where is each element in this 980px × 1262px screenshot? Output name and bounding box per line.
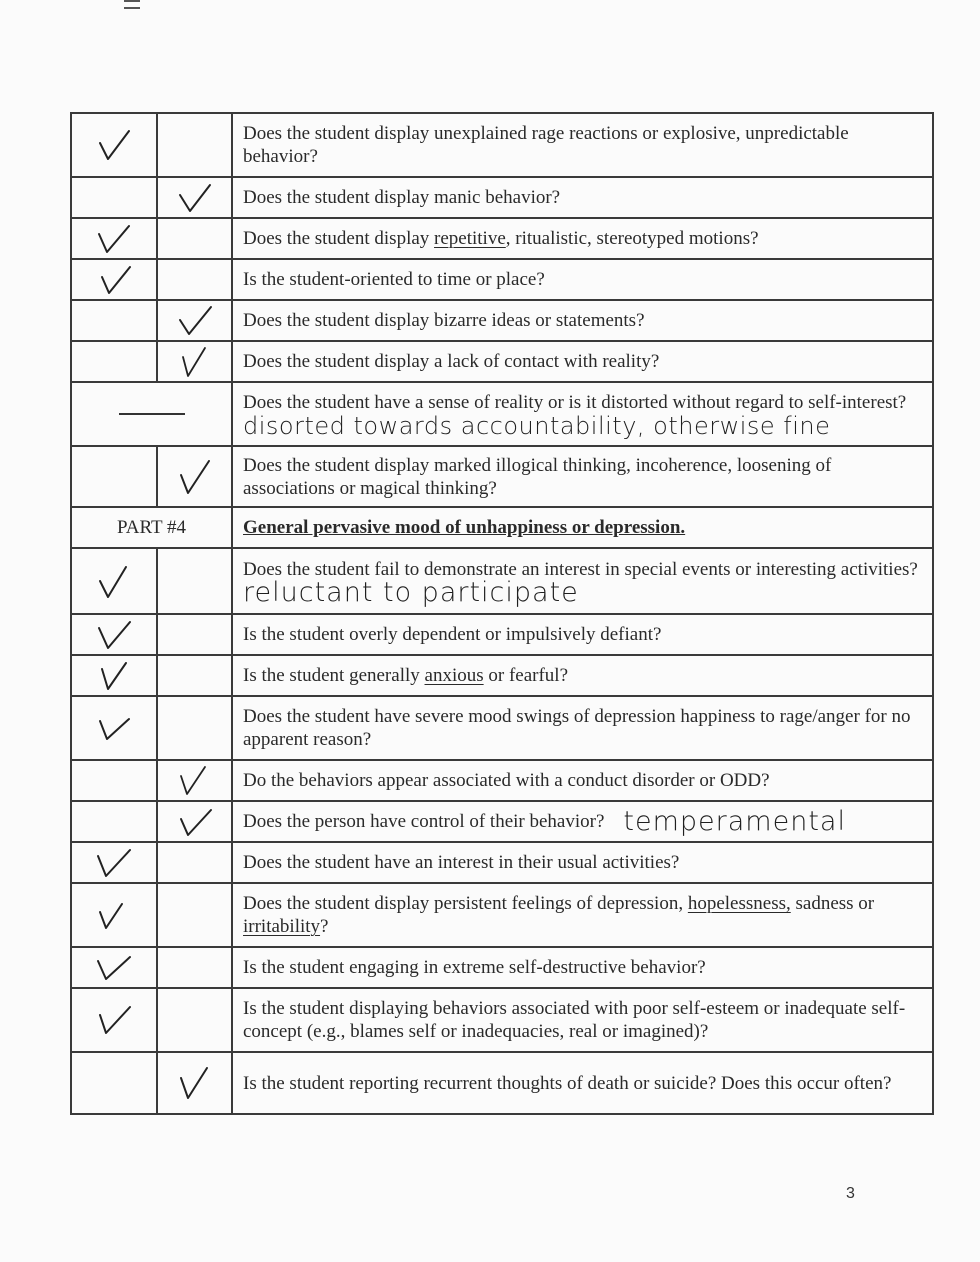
part-header-row	[71, 507, 933, 548]
yes-cell[interactable]	[71, 1052, 157, 1114]
no-cell[interactable]	[157, 113, 232, 177]
na-cell[interactable]	[71, 382, 232, 446]
checkmark-icon	[94, 1001, 134, 1039]
yes-cell[interactable]	[71, 696, 157, 760]
question-text: Does the student display bizarre ideas or statements?	[232, 300, 933, 341]
question-text-part: Does the person have control of their behavior?	[243, 811, 605, 832]
question-text-part: ?	[320, 916, 329, 937]
table-row	[71, 842, 933, 883]
question-text: Does the student have severe mood swings of depression happiness to rage/anger for no apparent reason?	[232, 696, 933, 760]
question-text: Is the student-oriented to time or place?	[232, 259, 933, 300]
no-cell[interactable]	[157, 760, 232, 801]
table-row	[71, 177, 933, 218]
checkmark-icon	[94, 222, 134, 256]
question-text: Does the student display manic behavior?	[232, 177, 933, 218]
no-cell[interactable]	[157, 218, 232, 259]
question-text	[232, 218, 933, 259]
table-row	[71, 382, 933, 446]
no-cell[interactable]	[157, 947, 232, 988]
table-row	[71, 218, 933, 259]
yes-cell[interactable]	[71, 218, 157, 259]
handwritten-note: reluctant to participate	[243, 577, 579, 608]
checkmark-icon	[175, 805, 215, 839]
table-row	[71, 1052, 933, 1114]
question-text-part: Is the student generally	[243, 665, 425, 686]
question-text: Does the student display a lack of contact with reality?	[232, 341, 933, 382]
no-cell[interactable]	[157, 548, 232, 614]
no-cell[interactable]	[157, 259, 232, 300]
checkmark-icon	[94, 125, 134, 165]
question-text	[232, 548, 933, 614]
question-text-part: Does the student fail to demonstrate an interest in special events or interesting activities?	[243, 559, 918, 580]
question-text: Do the behaviors appear associated with a conduct disorder or ODD?	[232, 760, 933, 801]
question-text-part: Does the student display	[243, 228, 435, 249]
part-title: General pervasive mood of unhappiness or depression.	[232, 507, 933, 548]
checkmark-icon	[175, 764, 215, 798]
question-text: Is the student reporting recurrent thoughts of death or suicide? Does this occur often?	[232, 1052, 933, 1114]
question-text: Does the student display unexplained rage reactions or explosive, unpredictable behavior?	[232, 113, 933, 177]
yes-cell[interactable]	[71, 341, 157, 382]
checkmark-icon	[175, 181, 215, 215]
no-cell[interactable]	[157, 883, 232, 947]
checkmark-icon	[94, 896, 134, 934]
page-number: 3	[846, 1185, 855, 1202]
question-text: Is the student overly dependent or impulsively defiant?	[232, 614, 933, 655]
question-text: Is the student displaying behaviors associated with poor self-esteem or inadequate self-concept (e.g., blames self or inadequacies, real or imagined)?	[232, 988, 933, 1052]
underlined-word: irritability	[243, 916, 321, 937]
yes-cell[interactable]	[71, 300, 157, 341]
no-cell[interactable]	[157, 446, 232, 507]
checkmark-icon	[94, 561, 134, 601]
question-text	[232, 655, 933, 696]
table-row	[71, 883, 933, 947]
checkmark-icon	[94, 659, 134, 693]
questionnaire-table	[70, 112, 934, 1115]
table-row	[71, 446, 933, 507]
checkmark-icon	[94, 846, 134, 880]
yes-cell[interactable]	[71, 801, 157, 842]
no-cell[interactable]	[157, 1052, 232, 1114]
no-cell[interactable]	[157, 801, 232, 842]
table-row	[71, 548, 933, 614]
handwritten-note: temperamental	[623, 806, 846, 837]
underlined-word: repetitive	[434, 228, 506, 249]
question-text-part: sadness or	[790, 893, 875, 914]
top-edge-mark	[124, 0, 140, 9]
table-row	[71, 259, 933, 300]
question-text: Does the student have an interest in their usual activities?	[232, 842, 933, 883]
question-text-part: , ritualistic, stereotyped motions?	[505, 228, 759, 249]
yes-cell[interactable]	[71, 947, 157, 988]
yes-cell[interactable]	[71, 883, 157, 947]
yes-cell[interactable]	[71, 259, 157, 300]
checkmark-icon	[94, 263, 134, 297]
no-cell[interactable]	[157, 300, 232, 341]
question-text: Does the student display marked illogical thinking, incoherence, loosening of associations or magical thinking?	[232, 446, 933, 507]
checkmark-icon	[175, 304, 215, 338]
yes-cell[interactable]	[71, 446, 157, 507]
yes-cell[interactable]	[71, 842, 157, 883]
yes-cell[interactable]	[71, 760, 157, 801]
underlined-word: anxious	[424, 665, 484, 686]
table-row	[71, 947, 933, 988]
part-label: PART #4	[71, 507, 232, 548]
table-row	[71, 801, 933, 842]
table-row	[71, 696, 933, 760]
no-cell[interactable]	[157, 614, 232, 655]
yes-cell[interactable]	[71, 177, 157, 218]
underlined-word: hopelessness,	[687, 893, 791, 914]
question-text	[232, 883, 933, 947]
question-text-part: or fearful?	[483, 665, 569, 686]
yes-cell[interactable]	[71, 655, 157, 696]
checkmark-icon	[175, 1064, 215, 1102]
no-cell[interactable]	[157, 655, 232, 696]
yes-cell[interactable]	[71, 988, 157, 1052]
yes-cell[interactable]	[71, 113, 157, 177]
no-cell[interactable]	[157, 696, 232, 760]
question-text: Is the student engaging in extreme self-destructive behavior?	[232, 947, 933, 988]
no-cell[interactable]	[157, 177, 232, 218]
table-row	[71, 988, 933, 1052]
table-row	[71, 655, 933, 696]
table-row	[71, 614, 933, 655]
handwritten-note: disorted towards accountability, otherwise fine	[243, 411, 831, 440]
question-text	[232, 801, 933, 842]
checkmark-icon	[94, 951, 134, 985]
question-text-part: Does the student have a sense of reality or is it distorted without regard to self-interest?	[243, 391, 907, 413]
no-cell[interactable]	[157, 842, 232, 883]
table-row	[71, 113, 933, 177]
checkmark-icon	[94, 711, 134, 745]
table-row	[71, 300, 933, 341]
table-row	[71, 760, 933, 801]
yes-cell[interactable]	[71, 548, 157, 614]
yes-cell[interactable]	[71, 614, 157, 655]
question-text-part: Does the student display persistent feelings of depression,	[243, 893, 688, 914]
question-text	[232, 382, 933, 446]
no-cell[interactable]	[157, 988, 232, 1052]
checkmark-icon	[94, 618, 134, 652]
checkmark-icon	[175, 345, 215, 379]
no-cell[interactable]	[157, 341, 232, 382]
checkmark-icon	[175, 457, 215, 497]
dash-mark	[119, 413, 185, 415]
table-row	[71, 341, 933, 382]
